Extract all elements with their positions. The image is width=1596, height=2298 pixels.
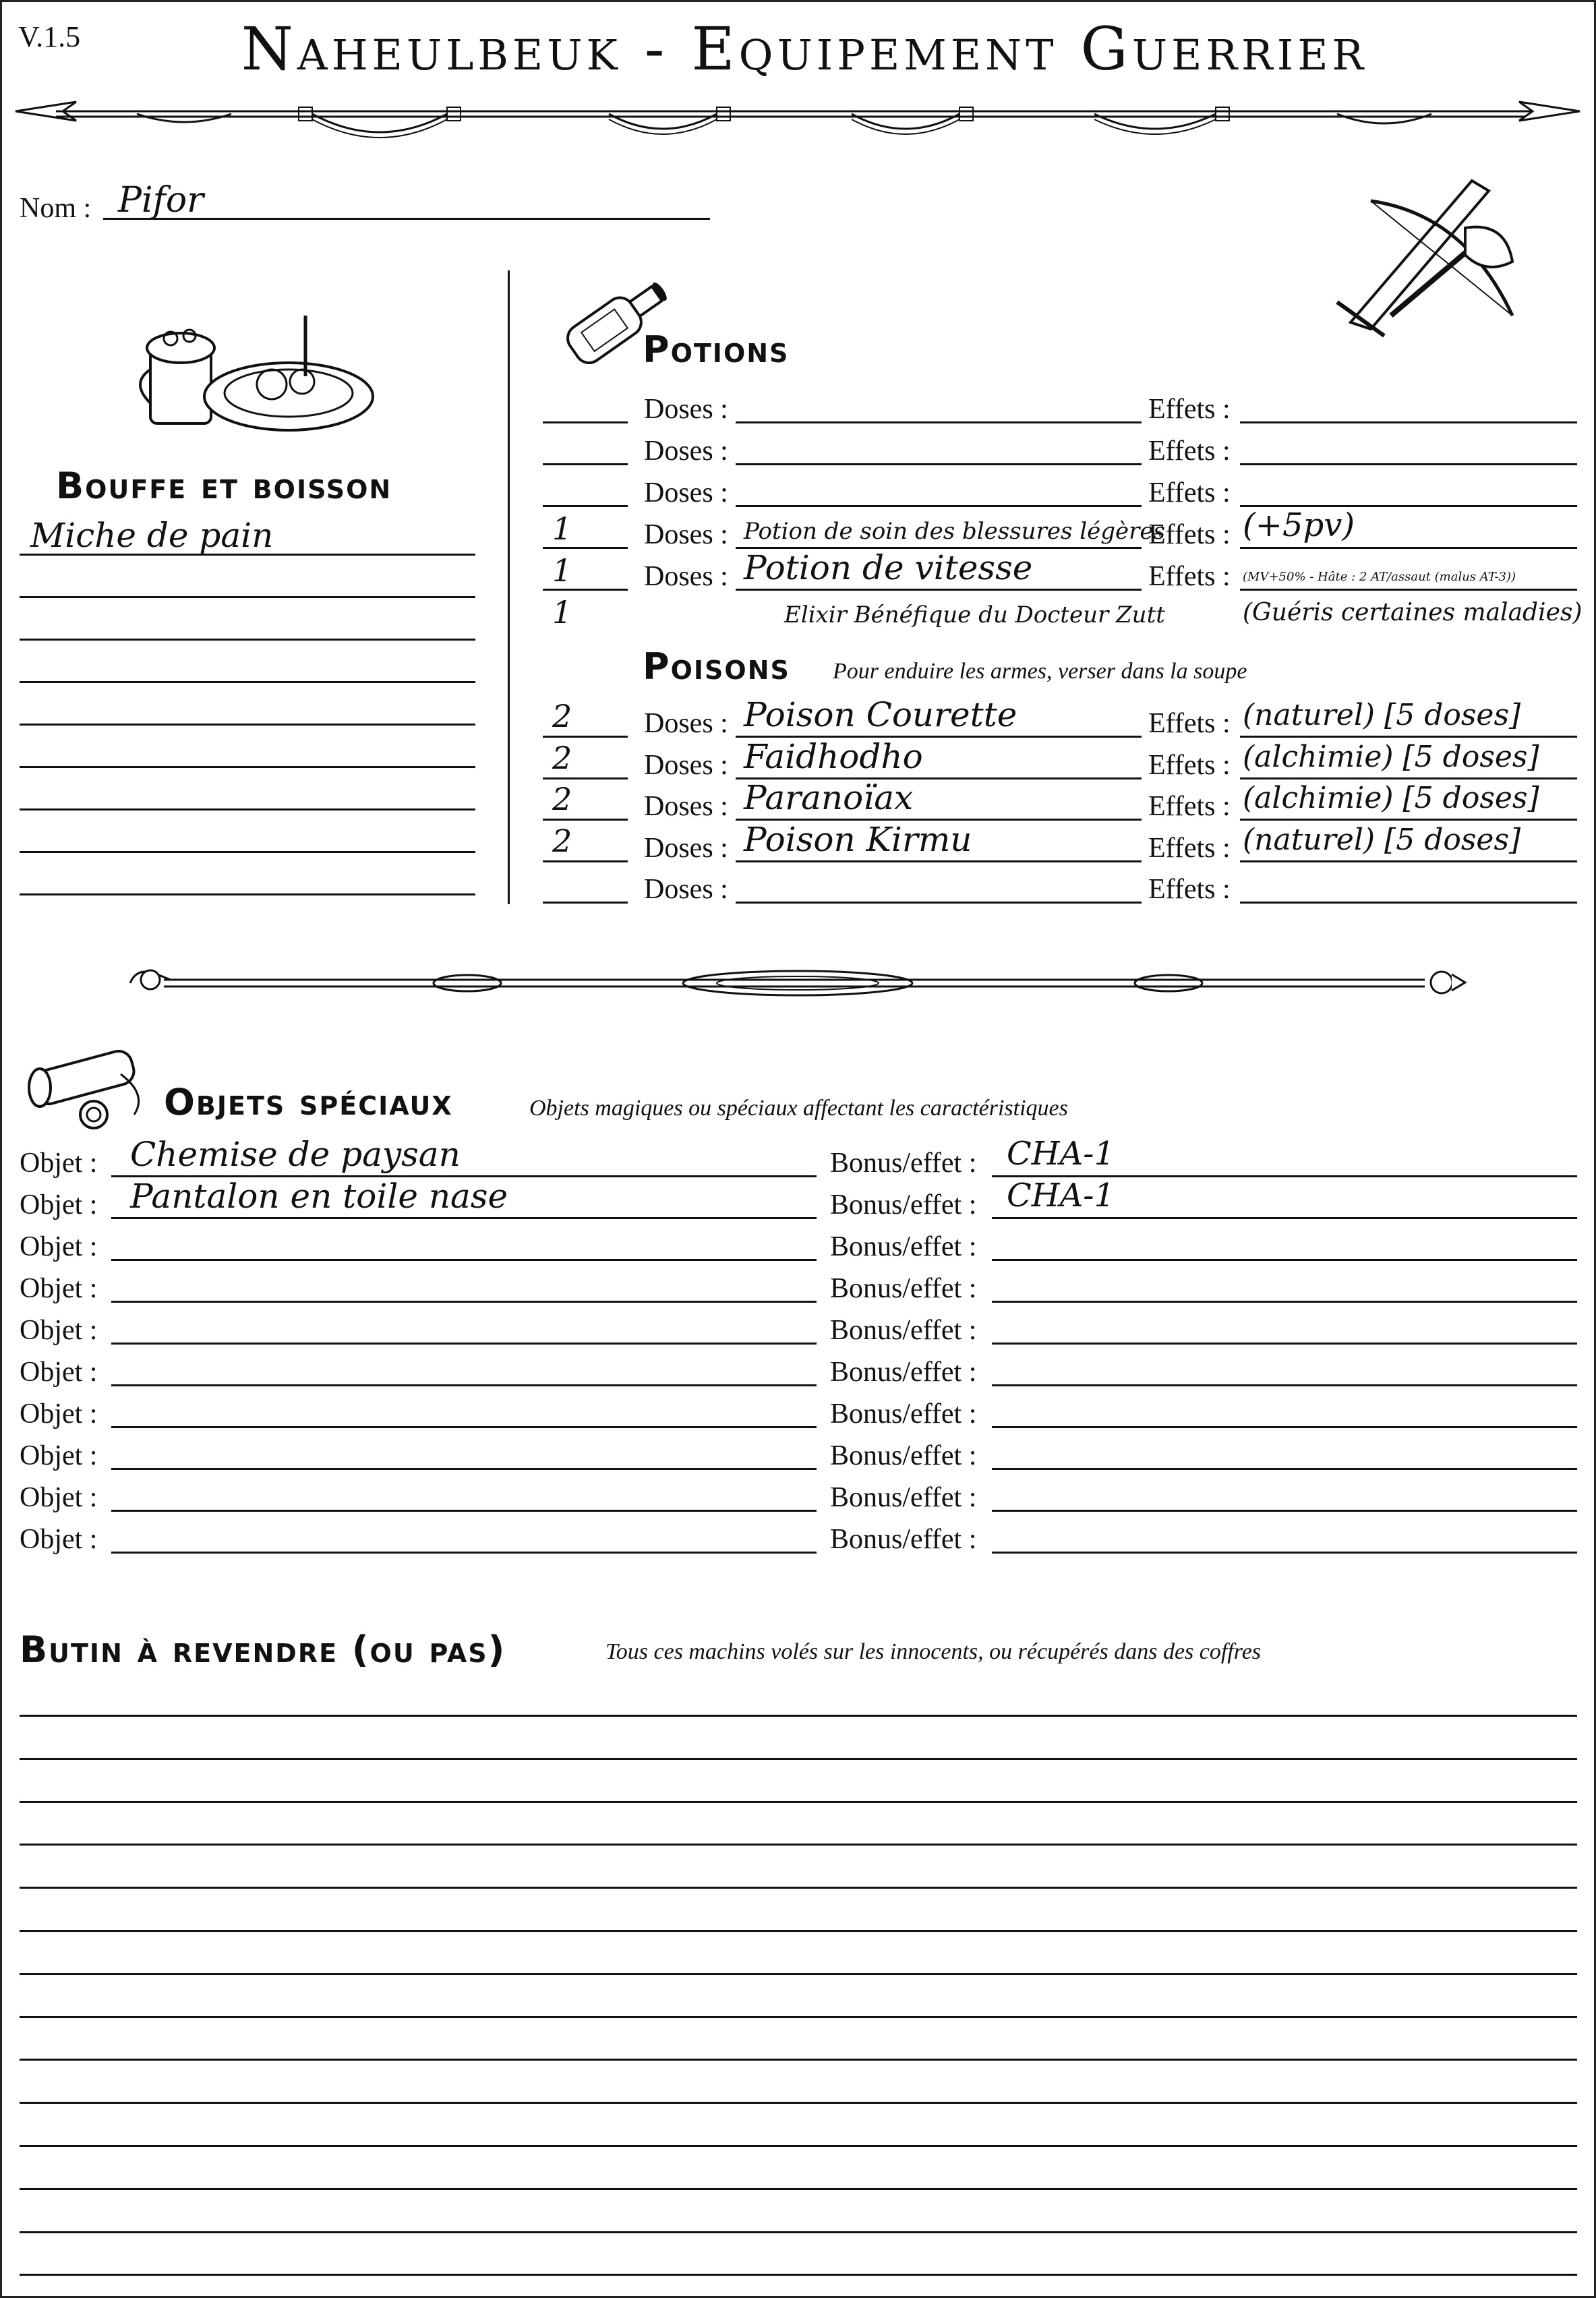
food-line xyxy=(20,766,475,768)
food-line xyxy=(20,724,475,726)
poison-doses-label: Doses : xyxy=(644,708,728,739)
objet-label: Objet : xyxy=(20,1482,98,1513)
objet-line xyxy=(111,1384,817,1386)
potions-title: Potions xyxy=(643,328,790,371)
potion-qty-line xyxy=(543,421,628,423)
poison-name[interactable]: Poison Kirmu xyxy=(744,820,972,859)
objet-label: Objet : xyxy=(20,1440,98,1471)
poison-effect[interactable]: (naturel) [5 doses] xyxy=(1243,698,1521,732)
bonus-line xyxy=(992,1343,1577,1345)
poison-doses-label: Doses : xyxy=(644,874,728,905)
potion-qty-line xyxy=(543,547,628,549)
loot-line xyxy=(20,1930,1577,1932)
potion-name-line xyxy=(736,589,1142,591)
objet-label: Objet : xyxy=(20,1148,98,1179)
potion-effect[interactable]: (MV+50% - Hâte : 2 AT/assaut (malus AT-3)) xyxy=(1243,570,1516,584)
loot-line xyxy=(20,1844,1577,1846)
loot-line xyxy=(20,1887,1577,1889)
objet-label: Objet : xyxy=(20,1189,98,1220)
objet-line xyxy=(111,1510,817,1512)
potion-name-line xyxy=(736,463,1142,465)
bonus-line xyxy=(992,1384,1577,1386)
objet-label: Objet : xyxy=(20,1357,98,1388)
column-divider xyxy=(508,270,510,904)
objet-line xyxy=(111,1301,817,1303)
potion-effect[interactable]: (Guéris certaines maladies) xyxy=(1243,599,1583,626)
bonus-label: Bonus/effet : xyxy=(830,1398,977,1430)
bonus-value[interactable]: CHA-1 xyxy=(1007,1135,1115,1173)
potion-effect-line xyxy=(1240,421,1577,423)
loot-title: Butin à revendre (ou pas) xyxy=(20,1628,506,1671)
potion-qty[interactable]: 1 xyxy=(552,552,572,589)
food-title: Bouffe et boisson xyxy=(56,465,392,507)
page-title: Naheulbeuk - Equipement Guerrier xyxy=(241,14,1368,84)
objet-label: Objet : xyxy=(20,1524,98,1555)
poison-effect-line xyxy=(1240,860,1577,862)
poison-qty-line xyxy=(543,819,628,821)
mug-and-plate-icon xyxy=(137,309,380,444)
bonus-label: Bonus/effet : xyxy=(830,1357,977,1388)
poisons-subtitle: Pour enduire les armes, verser dans la soupe xyxy=(833,659,1247,684)
bonus-line xyxy=(992,1510,1577,1512)
loot-line xyxy=(20,2102,1577,2104)
poison-effets-label: Effets : xyxy=(1148,874,1231,905)
poison-effets-label: Effets : xyxy=(1148,750,1231,781)
food-line xyxy=(20,596,475,598)
poison-effect-line xyxy=(1240,819,1577,821)
potion-effets-label: Effets : xyxy=(1148,436,1231,467)
bonus-line xyxy=(992,1217,1577,1219)
bonus-label: Bonus/effet : xyxy=(830,1524,977,1555)
poison-effect[interactable]: (naturel) [5 doses] xyxy=(1243,823,1521,857)
poison-effect-line xyxy=(1240,902,1577,904)
poison-qty-line xyxy=(543,902,628,904)
objet-label: Objet : xyxy=(20,1273,98,1304)
potion-effets-label: Effets : xyxy=(1148,561,1231,592)
poison-name[interactable]: Faidhodho xyxy=(744,737,923,776)
poison-qty[interactable]: 2 xyxy=(552,781,572,817)
potion-name-line xyxy=(736,505,1142,507)
poison-doses-label: Doses : xyxy=(644,750,728,781)
loot-line xyxy=(20,2016,1577,2018)
scroll-and-ring-icon xyxy=(20,1034,154,1135)
objet-line xyxy=(111,1343,817,1345)
potion-name[interactable]: Potion de soin des blessures légères xyxy=(744,518,1165,545)
loot-subtitle: Tous ces machins volés sur les innocents, ou récupérés dans des coffres xyxy=(605,1639,1262,1664)
potion-name-line xyxy=(736,421,1142,423)
objet-value[interactable]: Chemise de paysan xyxy=(130,1135,461,1174)
potion-effect-line xyxy=(1240,589,1577,591)
food-line xyxy=(20,681,475,683)
poison-name[interactable]: Paranoïax xyxy=(744,778,914,817)
name-underline xyxy=(103,218,710,220)
bonus-line xyxy=(992,1468,1577,1470)
objet-line xyxy=(111,1552,817,1554)
potion-effets-label: Effets : xyxy=(1148,519,1231,550)
name-label: Nom : xyxy=(20,193,92,224)
potion-name[interactable]: Elixir Bénéfique du Docteur Zutt xyxy=(784,601,1165,628)
poison-name-line xyxy=(736,860,1142,862)
poison-effect[interactable]: (alchimie) [5 doses] xyxy=(1243,740,1539,774)
potion-effect[interactable]: (+5pv) xyxy=(1243,506,1355,544)
poisons-title: Poisons xyxy=(643,645,790,688)
version-label: V.1.5 xyxy=(18,20,81,53)
potion-doses-label: Doses : xyxy=(644,477,728,508)
objet-label: Objet : xyxy=(20,1315,98,1346)
potion-doses-label: Doses : xyxy=(644,436,728,467)
poison-qty-line xyxy=(543,860,628,862)
potion-qty[interactable]: 1 xyxy=(552,510,572,547)
bonus-line xyxy=(992,1301,1577,1303)
food-line xyxy=(20,808,475,811)
loot-line xyxy=(20,1973,1577,1975)
bonus-label: Bonus/effet : xyxy=(830,1315,977,1346)
bonus-label: Bonus/effet : xyxy=(830,1231,977,1262)
special-subtitle: Objets magiques ou spéciaux affectant les caractéristiques xyxy=(529,1096,1068,1121)
poison-effect-line xyxy=(1240,777,1577,779)
poison-doses-label: Doses : xyxy=(644,833,728,864)
loot-line xyxy=(20,2145,1577,2147)
poison-qty[interactable]: 2 xyxy=(552,823,572,859)
potion-doses-label: Doses : xyxy=(644,394,728,425)
poison-qty[interactable]: 2 xyxy=(552,698,572,734)
poison-effect[interactable]: (alchimie) [5 doses] xyxy=(1243,781,1539,815)
loot-line xyxy=(20,2231,1577,2233)
poison-effets-label: Effets : xyxy=(1148,708,1231,739)
food-line xyxy=(20,851,475,853)
food-line xyxy=(20,893,475,895)
poison-name-line xyxy=(736,902,1142,904)
poison-qty-line xyxy=(543,777,628,779)
bonus-line xyxy=(992,1552,1577,1554)
potion-doses-label: Doses : xyxy=(644,561,728,592)
potion-qty-line xyxy=(543,463,628,465)
bonus-value[interactable]: CHA-1 xyxy=(1007,1177,1115,1214)
objet-label: Objet : xyxy=(20,1231,98,1262)
loot-line xyxy=(20,2188,1577,2190)
potion-qty[interactable]: 1 xyxy=(552,594,572,630)
crossed-weapons-icon xyxy=(1330,160,1526,343)
food-item[interactable]: Miche de pain xyxy=(30,516,274,555)
objet-line xyxy=(111,1217,817,1219)
potion-effets-label: Effets : xyxy=(1148,394,1231,425)
objet-line xyxy=(111,1468,817,1470)
poison-qty[interactable]: 2 xyxy=(552,740,572,776)
potion-qty-line xyxy=(543,589,628,591)
poison-effets-label: Effets : xyxy=(1148,833,1231,864)
potion-effets-label: Effets : xyxy=(1148,477,1231,508)
bonus-label: Bonus/effet : xyxy=(830,1440,977,1471)
bonus-label: Bonus/effet : xyxy=(830,1189,977,1220)
poison-doses-label: Doses : xyxy=(644,791,728,822)
loot-line xyxy=(20,1758,1577,1760)
staff-divider-icon xyxy=(130,960,1465,1007)
loot-line xyxy=(20,1715,1577,1717)
objet-label: Objet : xyxy=(20,1398,98,1430)
objet-line xyxy=(111,1426,817,1428)
spear-divider-icon xyxy=(16,90,1580,150)
poison-qty-line xyxy=(543,736,628,738)
loot-line xyxy=(20,1801,1577,1803)
potion-doses-label: Doses : xyxy=(644,519,728,550)
loot-line xyxy=(20,2059,1577,2061)
potion-qty-line xyxy=(543,505,628,507)
food-line xyxy=(20,639,475,641)
potion-effect-line xyxy=(1240,463,1577,465)
loot-line xyxy=(20,2274,1577,2276)
special-title: Objets spéciaux xyxy=(164,1081,453,1123)
bonus-label: Bonus/effet : xyxy=(830,1273,977,1304)
name-value[interactable]: Pifor xyxy=(118,180,204,220)
bonus-line xyxy=(992,1426,1577,1428)
poison-name[interactable]: Poison Courette xyxy=(744,695,1017,734)
bonus-label: Bonus/effet : xyxy=(830,1148,977,1179)
bonus-line xyxy=(992,1259,1577,1261)
objet-line xyxy=(111,1259,817,1261)
bonus-label: Bonus/effet : xyxy=(830,1482,977,1513)
potion-name[interactable]: Potion de vitesse xyxy=(744,548,1033,587)
objet-value[interactable]: Pantalon en toile nase xyxy=(130,1177,508,1216)
potion-effect-line xyxy=(1240,547,1577,549)
poison-effect-line xyxy=(1240,736,1577,738)
poison-effets-label: Effets : xyxy=(1148,791,1231,822)
